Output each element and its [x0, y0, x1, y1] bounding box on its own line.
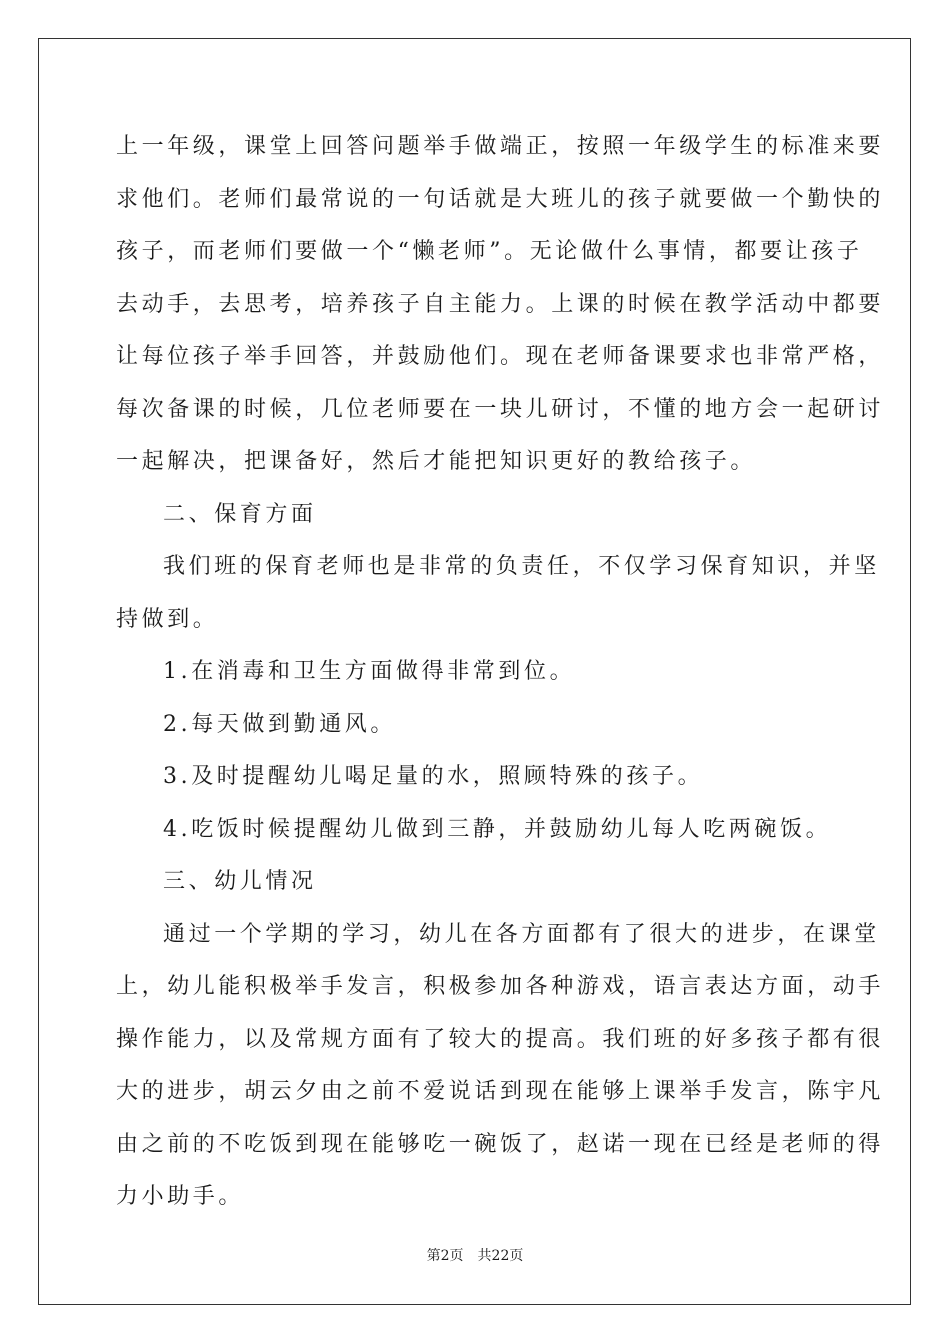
page-number-footer: 第2页 共22页 — [426, 1248, 524, 1264]
text-line: 大的进步，胡云夕由之前不爱说话到现在能够上课举手发言，陈宇凡 — [116, 1079, 885, 1104]
document-body — [116, 126, 885, 1229]
text-line: 通过一个学期的学习，幼儿在各方面都有了很大的进步，在课堂 — [163, 921, 880, 947]
text-line: 力小助手。 — [116, 1184, 245, 1209]
text-line: 1.在消毒和卫生方面做得非常到位。 — [163, 659, 576, 684]
text-line: 上一年级，课堂上回答问题举手做端正，按照一年级学生的标准来要 — [116, 134, 885, 159]
text-line: 持做到。 — [116, 606, 219, 632]
text-line: 二、保育方面 — [163, 501, 317, 527]
text-line: 三、幼儿情况 — [163, 869, 317, 894]
text-line: 操作能力，以及常规方面有了较大的提高。我们班的好多孩子都有很 — [116, 1026, 885, 1052]
text-line: 每次备课的时候，几位老师要在一块儿研讨，不懂的地方会一起研讨 — [116, 396, 885, 422]
text-line: 4.吃饭时候提醒幼儿做到三静，并鼓励幼儿每人吃两碗饭。 — [163, 816, 832, 842]
text-line: 去动手，去思考，培养孩子自主能力。上课的时候在教学活动中都要 — [116, 291, 885, 317]
text-line: 由之前的不吃饭到现在能够吃一碗饭了，赵诺一现在已经是老师的得 — [116, 1131, 885, 1157]
text-line: 2.每天做到勤通风。 — [163, 711, 396, 737]
text-line: 上，幼儿能积极举手发言，积极参加各种游戏，语言表达方面，动手 — [116, 974, 885, 999]
text-line: 一起解决，把课备好，然后才能把知识更好的教给孩子。 — [116, 449, 757, 474]
text-line: 求他们。老师们最常说的一句话就是大班儿的孩子就要做一个勤快的 — [116, 186, 885, 212]
text-line: 孩子，而老师们要做一个“懒老师”。无论做什么事情，都要让孩子 — [116, 239, 863, 264]
text-line: 3.及时提醒幼儿喝足量的水，照顾特殊的孩子。 — [163, 764, 704, 789]
text-line: 我们班的保育老师也是非常的负责任，不仅学习保育知识，并坚 — [163, 554, 880, 579]
text-line: 让每位孩子举手回答，并鼓励他们。现在老师备课要求也非常严格， — [116, 344, 885, 369]
